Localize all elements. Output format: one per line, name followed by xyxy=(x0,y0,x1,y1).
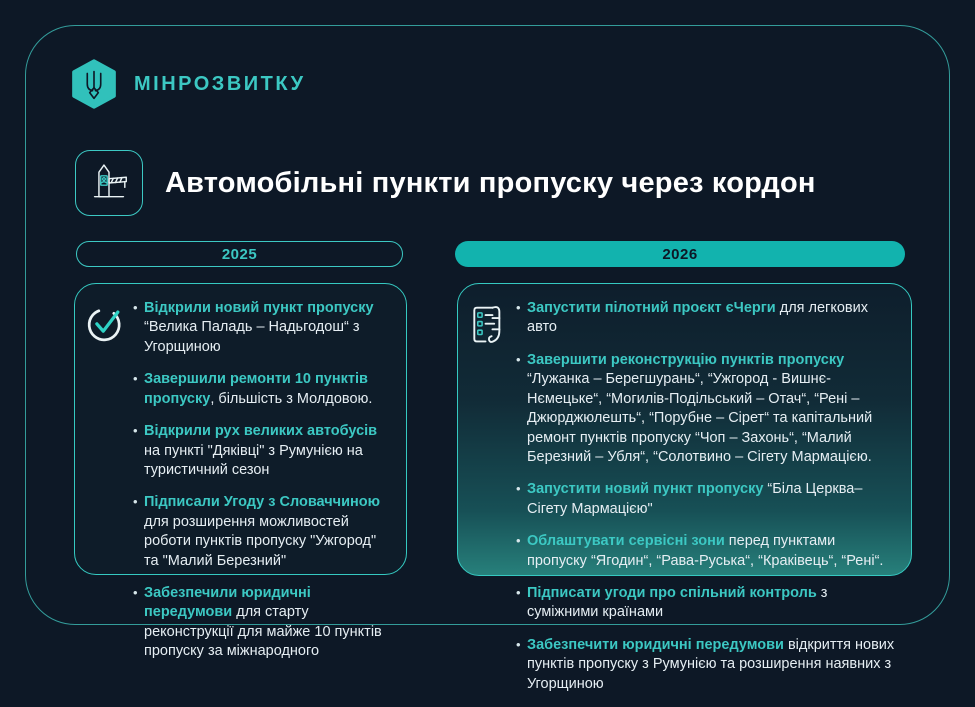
list-item: • Забезпечили юридичні передумови для старту реконструкції для майже 10 пунктів пропуску за міжнародного xyxy=(133,584,392,662)
list-item: • Відкрили рух великих автобусів на пункті "Дяківці" з Румунією на туристичний сезон xyxy=(133,422,392,480)
logo xyxy=(70,58,306,110)
card-2025 xyxy=(74,283,407,660)
list-item: • Підписали Угоду з Словаччиною для розширення можливостей роботи пунктів пропуску "Ужгород" та "Малий Березний" xyxy=(133,493,392,571)
list-item: • Запустити пілотний проєкт єЧерги для легкових авто xyxy=(516,299,897,338)
list-item: • Облаштувати сервісні зони перед пунктами пропуску “Ягодин“, “Рава-Руська“, “Краківець“, “Рені“. xyxy=(516,532,897,571)
list-2025 xyxy=(127,297,392,675)
list-item: • Підписати угоди про спільний контроль з суміжними країнами xyxy=(516,584,897,623)
check-circle-icon xyxy=(85,297,127,343)
checklist-icon xyxy=(468,297,510,347)
card-2026 xyxy=(457,283,912,692)
list-item: • Відкрили новий пункт пропуску “Велика Паладь – Надьгодош“ з Угорщиною xyxy=(133,299,392,357)
year-pill-2025: 2025 xyxy=(76,241,403,267)
year-pill-2026: 2026 xyxy=(455,241,905,267)
list-item: • Завершити реконструкцію пунктів пропуску “Лужанка – Берегшурань“, “Ужгород - Вишнє-Нємецьке“, “Могилів-Подільський – Отач“, “Рені – Джюрджюлешть“, “Порубне – Сірет“ та капітальний ремонт пунктів пропуску “Чоп – Захонь“, “Малий Березний – Убля“, “Солотвино – Сігету Мармацією. xyxy=(516,351,897,468)
brand-name: МІНРОЗВИТКУ xyxy=(134,72,306,95)
list-item: • Завершили ремонти 10 пунктів пропуску, більшість з Молдовою. xyxy=(133,370,392,409)
border-checkpoint-icon xyxy=(75,150,143,216)
list-2026 xyxy=(510,297,897,707)
page-header xyxy=(75,150,816,216)
list-item: • Забезпечити юридичні передумови відкриття нових пунктів пропуску з Румунією та розширення наявних з Угорщиною xyxy=(516,636,897,694)
trident-hexagon-icon xyxy=(70,58,118,110)
list-item: • Запустити новий пункт пропуску “Біла Церква– Сігету Мармацією" xyxy=(516,480,897,519)
page-title: Автомобільні пункти пропуску через кордон xyxy=(165,166,816,199)
